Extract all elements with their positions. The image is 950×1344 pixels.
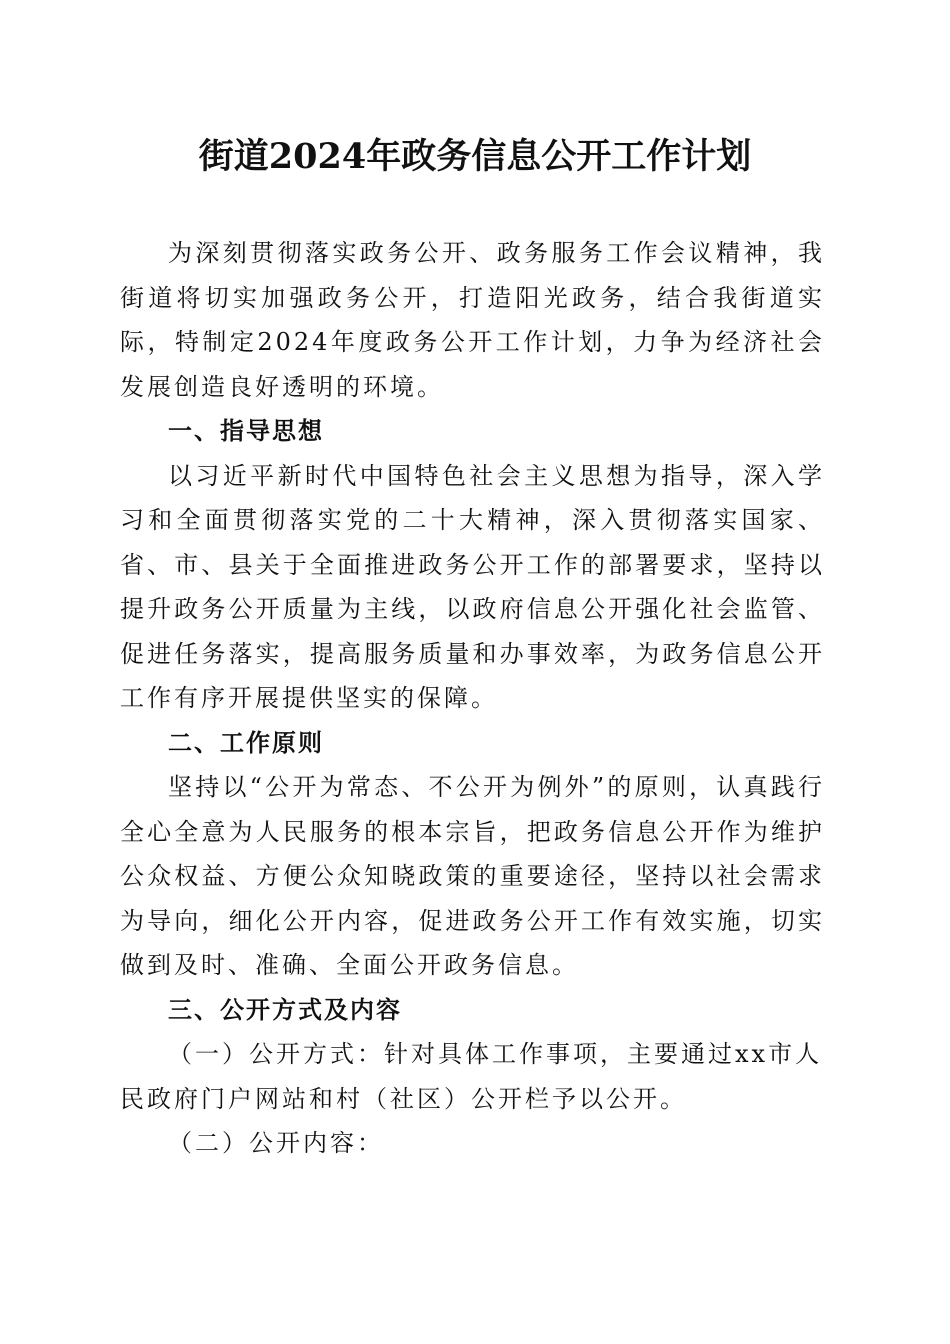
subsection-disclosure-method: （一）公开方式：针对具体工作事项，主要通过xx市人民政府门户网站和村（社区）公开栏予以公开。 [120, 1040, 823, 1113]
section-text-guiding-ideology: 以习近平新时代中国特色社会主义思想为指导，深入学习和全面贯彻落实党的二十大精神，深入贯彻落实国家、省、市、县关于全面推进政务公开工作的部署要求，坚持以提升政务公开质量为主线，以政府信息公开强化社会监管、促进任务落实，提高服务质量和办事效率，为政务信息公开工作有序开展提供坚实的保障。 [120, 461, 825, 712]
section-heading-work-principles: 二、工作原则 [168, 728, 324, 757]
document-body [120, 231, 825, 1166]
section-heading-disclosure-methods: 三、公开方式及内容 [168, 995, 402, 1024]
section-text-work-principles: 坚持以“公开为常态、不公开为例外”的原则，认真践行全心全意为人民服务的根本宗旨，把政务信息公开作为维护公众权益、方便公众知晓政策的重要途径，坚持以社会需求为导向，细化公开内容，促进政务公开工作有效实施，切实做到及时、准确、全面公开政务信息。 [120, 773, 825, 979]
intro-paragraph: 为深刻贯彻落实政务公开、政务服务工作会议精神，我街道将切实加强政务公开，打造阳光政务，结合我街道实际，特制定2024年度政务公开工作计划，力争为经济社会发展创造良好透明的环境。 [120, 239, 825, 401]
subsection-disclosure-content: （二）公开内容： [168, 1129, 384, 1157]
document-title: 街道2024年政务信息公开工作计划 [198, 136, 752, 177]
section-heading-guiding-ideology: 一、指导思想 [168, 417, 324, 445]
